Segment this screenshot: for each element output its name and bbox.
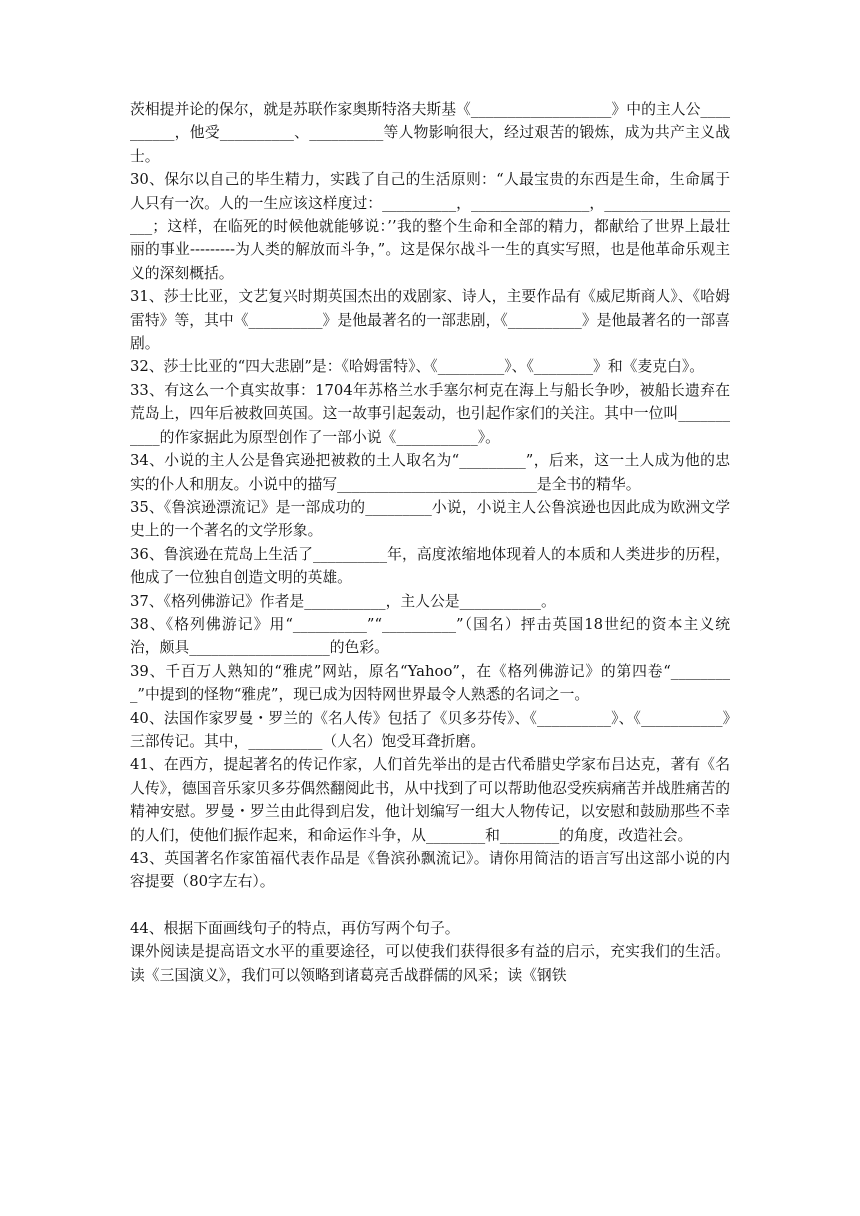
document-page: [130, 98, 730, 987]
paragraph-continuation-paul: 茨相提并论的保尔，就是苏联作家奥斯特洛夫斯基《___________________》中的主人公__________，他受__________、__________等人物影响很大，经过艰苦的锻炼，成为共产主义战士。: [130, 101, 730, 165]
question-39: 39、千百万人熟知的“雅虎”网站，原名“Yahoo”，在《格列佛游记》的第四卷“_________”中提到的怪物“雅虎”，现已成为因特网世界最令人熟悉的名词之一。: [130, 662, 730, 704]
question-40: 40、法国作家罗曼・罗兰的《名人传》包括了《贝多芬传》、《__________》、《___________》三部传记。其中，__________（人名）饱受耳聋折磨。: [130, 709, 730, 750]
question-32: 32、莎士比亚的“四大悲剧”是：《哈姆雷特》、《_________》、《________》和《麦克白》。: [130, 358, 705, 376]
question-44: 44、根据下面画线句子的特点，再仿写两个句子。: [130, 919, 460, 937]
question-44-passage: 课外阅读是提高语文水平的重要途径，可以使我们获得很多有益的启示，充实我们的生活。读《三国演义》，我们可以领略到诸葛亮舌战群儒的风采；读《钢铁: [130, 943, 730, 984]
question-37: 37、《格列佛游记》作者是___________，主人公是___________。: [130, 592, 556, 610]
question-35: 35、《鲁滨逊漂流记》是一部成功的_________小说，小说主人公鲁滨逊也因此成为欧洲文学史上的一个著名的文学形象。: [130, 498, 730, 540]
question-31: 31、莎士比亚，文艺复兴时期英国杰出的戏剧家、诗人，主要作品有《威尼斯商人》、《哈姆雷特》等，其中《__________》是他最著名的一部悲剧，《__________》是他最著名的一部喜剧。: [130, 288, 730, 353]
question-33: 33、有这么一个真实故事：1704年苏格兰水手塞尔柯克在海上与船长争吵，被船长遗弃在荒岛上，四年后被救回英国。这一故事引起轰动，也引起作家们的关注。其中一位叫___________的作家据此为原型创作了一部小说《___________》。: [130, 381, 730, 446]
question-38: 38、《格列佛游记》用“__________”“__________”（国名）抨击英国18世纪的资本主义统治，颇具___________________的色彩。: [130, 615, 730, 657]
question-43: 43、英国著名作家笛福代表作品是《鲁滨孙飘流记》。请你用简洁的语言写出这部小说的内容提要（80字左右）。: [130, 850, 730, 891]
question-34: 34、小说的主人公是鲁宾逊把被救的土人取名为“_________”，后来，这一土人成为他的忠实的仆人和朋友。小说中的描写___________________________是全书的精华。: [130, 452, 730, 493]
question-30: 30、保尔以自己的毕生精力，实践了自己的生活原则：“人最宝贵的东西是生命，生命属于人只有一次。人的一生应该这样度过：__________，________________，____________________；这样，在临死的时候他就能够说：’’我的整个生命和全部的精力，都献给了世界上最壮丽的事业---------为人类的解放而斗争，”。这是保尔战斗一生的真实写照，也是他革命乐观主义的深刻概括。: [130, 171, 730, 282]
question-41: 41、在西方，提起著名的传记作家，人们首先举出的是古代希腊史学家布吕达克，著有《名人传》，德国音乐家贝多芬偶然翻阅此书，从中找到了可以帮助他忍受疾病痛苦并战胜痛苦的精神安慰。罗曼・罗兰由此得到启发，他计划编写一组大人物传记，以安慰和鼓励那些不幸的人们，使他们振作起来，和命运作斗争，从________和________的角度，改造社会。: [130, 756, 730, 844]
question-36: 36、鲁滨逊在荒岛上生活了__________年，高度浓缩地体现着人的本质和人类进步的历程，他成了一位独自创造文明的英雄。: [130, 545, 730, 587]
blank-line-spacer: [130, 894, 730, 917]
